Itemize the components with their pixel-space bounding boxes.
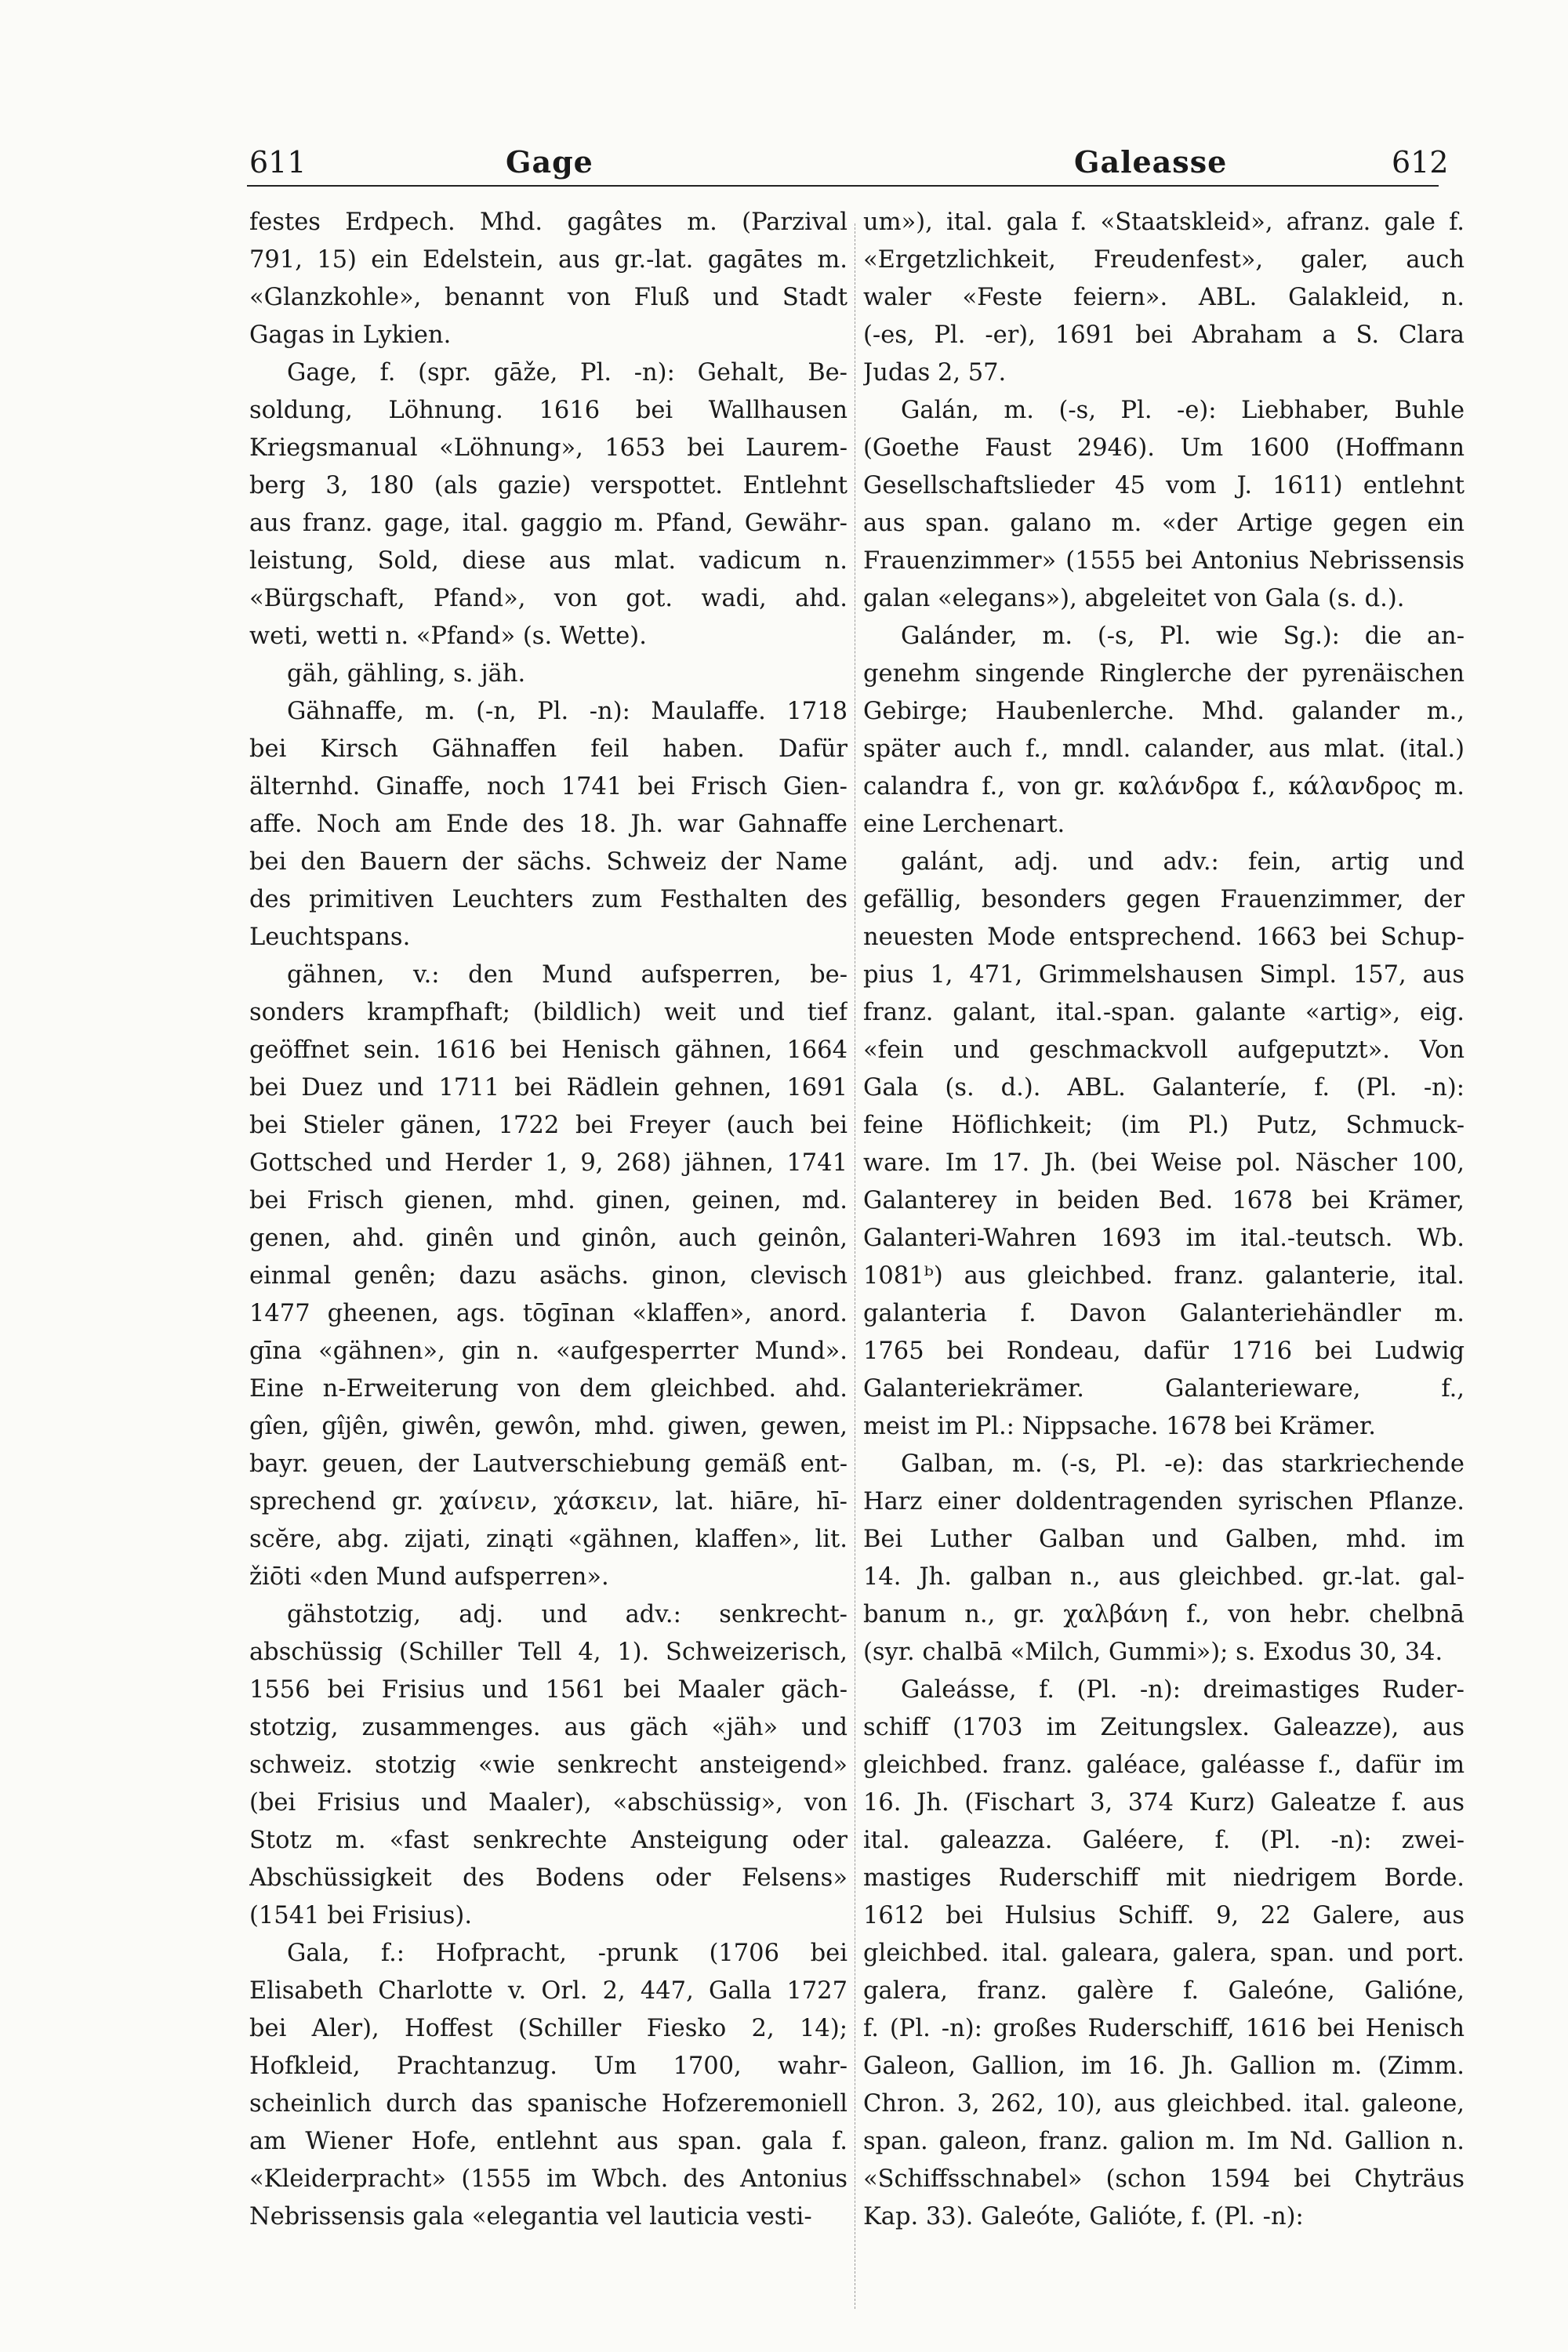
text-line: bei Aler), Hoffest (Schiller Fiesko 2, 14); bbox=[249, 2015, 848, 2042]
text-line: sonders krampfhaft; (bildlich) weit und tief bbox=[249, 999, 848, 1026]
text-line: span. galeon, franz. galion m. Im Nd. Gallion n. bbox=[863, 2128, 1465, 2155]
text-line: um»), ital. gala f. «Staatskleid», afranz. gale f. bbox=[863, 209, 1465, 236]
text-line: ware. Im 17. Jh. (bei Weise pol. Näscher 100, bbox=[863, 1149, 1465, 1177]
text-line: neuesten Mode entsprechend. 1663 bei Schup- bbox=[863, 924, 1465, 951]
text-line: feine Höflichkeit; (im Pl.) Putz, Schmuck- bbox=[863, 1112, 1465, 1139]
page-number-right: 612 bbox=[1392, 145, 1449, 180]
running-header bbox=[0, 0, 1568, 188]
text-line: Eine n-Erweiterung von dem gleichbed. ahd. bbox=[249, 1375, 848, 1403]
text-line: soldung, Löhnung. 1616 bei Wallhausen bbox=[249, 397, 848, 424]
text-line: Gala, f.: Hofpracht, -prunk (1706 bei bbox=[287, 1940, 848, 1967]
text-line: Judas 2, 57. bbox=[863, 359, 1007, 387]
text-line: 1556 bei Frisius und 1561 bei Maaler gäch- bbox=[249, 1676, 848, 1704]
text-line: mastiges Ruderschiff mit niedrigem Borde. bbox=[863, 1864, 1465, 1892]
text-line: gäh, gähling, s. jäh. bbox=[287, 660, 526, 688]
text-line: 14. Jh. galban n., aus gleichbed. gr.-lat. gal- bbox=[863, 1563, 1465, 1591]
text-line: «Bürgschaft, Pfand», von got. wadi, ahd. bbox=[249, 585, 848, 612]
text-line: Chron. 3, 262, 10), aus gleichbed. ital. galeone, bbox=[863, 2090, 1465, 2118]
text-line: galánt, adj. und adv.: fein, artig und bbox=[901, 848, 1465, 876]
text-line: calandra f., von gr. καλάνδρα f., κάλανδρος m. bbox=[863, 773, 1465, 800]
text-line: Frauenzimmer» (1555 bei Antonius Nebrissensis bbox=[863, 547, 1465, 575]
guide-word-right: Galeasse bbox=[1074, 144, 1228, 180]
page-number-left: 611 bbox=[249, 145, 307, 180]
text-line: «Glanzkohle», benannt von Fluß und Stadt bbox=[249, 284, 848, 311]
text-line: gähstotzig, adj. und adv.: senkrecht- bbox=[287, 1601, 848, 1628]
dictionary-entry bbox=[863, 1671, 1465, 2236]
text-line: Elisabeth Charlotte v. Orl. 2, 447, Galla 1727 bbox=[249, 1977, 848, 2005]
text-line: «Kleiderpracht» (1555 im Wbch. des Antonius bbox=[249, 2165, 848, 2193]
text-line: aus span. galano m. «der Artige gegen ein bbox=[863, 510, 1465, 537]
text-line: žiōti «den Mund aufsperren». bbox=[249, 1563, 609, 1591]
text-line: Gesellschaftslieder 45 vom J. 1611) entlehnt bbox=[863, 472, 1465, 499]
text-line: Abschüssigkeit des Bodens oder Felsens» bbox=[249, 1864, 848, 1892]
text-line: Gagas in Lykien. bbox=[249, 321, 452, 349]
text-line: Galeásse, f. (Pl. -n): dreimastiges Ruder- bbox=[901, 1676, 1465, 1704]
text-line: am Wiener Hofe, entlehnt aus span. gala f. bbox=[249, 2128, 848, 2155]
text-line: Gebirge; Haubenlerche. Mhd. galander m., bbox=[863, 698, 1465, 725]
dictionary-entry bbox=[249, 1596, 848, 1935]
text-line: älternhd. Ginaffe, noch 1741 bei Frisch Gien- bbox=[249, 773, 848, 800]
text-line: Harz einer doldentragenden syrischen Pflanze. bbox=[863, 1488, 1465, 1515]
text-line: Hofkleid, Prachtanzug. Um 1700, wahr- bbox=[249, 2053, 848, 2080]
text-line: gleichbed. franz. galéace, galéasse f., dafür im bbox=[863, 1751, 1465, 1779]
text-line: Galeon, Gallion, im 16. Jh. Gallion m. (Zimm. bbox=[863, 2053, 1465, 2080]
text-line: Galanteriekrämer. Galanterieware, f., bbox=[863, 1375, 1465, 1403]
text-line: (1541 bei Frisius). bbox=[249, 1902, 473, 1929]
text-line: Stotz m. «fast senkrechte Ansteigung oder bbox=[249, 1827, 848, 1854]
text-line: stotzig, zusammenges. aus gäch «jäh» und bbox=[249, 1714, 848, 1741]
text-line: schiff (1703 im Zeitungslex. Galeazze), aus bbox=[863, 1714, 1465, 1741]
text-line: sprechend gr. χαίνειν, χάσκειν, lat. hiāre, hī- bbox=[249, 1488, 848, 1515]
text-line: Gottsched und Herder 1, 9, 268) jähnen, 1741 bbox=[249, 1149, 848, 1177]
text-line: galera, franz. galère f. Galeóne, Galióne, bbox=[863, 1977, 1465, 2005]
dictionary-entry bbox=[249, 1935, 848, 2236]
header-rule bbox=[247, 185, 1439, 187]
text-line: (bei Frisius und Maaler), «abschüssig», von bbox=[249, 1789, 848, 1817]
text-line: berg 3, 180 (als gazie) verspottet. Entlehnt bbox=[249, 472, 848, 499]
text-line: f. (Pl. -n): großes Ruderschiff, 1616 bei Henisch bbox=[863, 2015, 1465, 2042]
text-line: (Goethe Faust 2946). Um 1600 (Hoffmann bbox=[863, 434, 1465, 462]
dictionary-entry bbox=[249, 956, 848, 1596]
text-line: bei Kirsch Gähnaffen feil haben. Dafür bbox=[249, 735, 848, 763]
right-column bbox=[863, 204, 1465, 2321]
dictionary-entry bbox=[249, 655, 848, 693]
text-line: 16. Jh. (Fischart 3, 374 Kurz) Galeatze f. aus bbox=[863, 1789, 1465, 1817]
text-line: Gähnaffe, m. (-n, Pl. -n): Maulaffe. 1718 bbox=[287, 698, 848, 725]
text-line: gähnen, v.: den Mund aufsperren, be- bbox=[287, 961, 848, 989]
dictionary-entry bbox=[863, 844, 1465, 1446]
text-line: Nebrissensis gala «elegantia vel lauticia vesti- bbox=[249, 2203, 812, 2230]
text-line: gīna «gähnen», gin n. «aufgesperrter Mund». bbox=[249, 1338, 848, 1365]
text-line: genehm singende Ringlerche der pyrenäischen bbox=[863, 660, 1465, 688]
text-line: galan «elegans»), abgeleitet von Gala (s. d.). bbox=[863, 585, 1405, 612]
text-line: 791, 15) ein Edelstein, aus gr.-lat. gagātes m. bbox=[249, 246, 848, 274]
dictionary-entry bbox=[863, 392, 1465, 618]
text-line: Galánder, m. (-s, Pl. wie Sg.): die an- bbox=[901, 622, 1465, 650]
dictionary-entry bbox=[249, 693, 848, 956]
text-line: später auch f., mndl. calander, aus mlat. (ital.) bbox=[863, 735, 1465, 763]
text-line: 1765 bei Rondeau, dafür 1716 bei Ludwig bbox=[863, 1338, 1465, 1365]
text-line: bei Frisch gienen, mhd. ginen, geinen, md. bbox=[249, 1187, 848, 1214]
text-line: galanteria f. Davon Galanteriehändler m. bbox=[863, 1300, 1465, 1327]
text-line: «Ergetzlichkeit, Freudenfest», galer, auch bbox=[863, 246, 1465, 274]
text-line: aus franz. gage, ital. gaggio m. Pfand, Gewähr- bbox=[249, 510, 848, 537]
dictionary-entry bbox=[863, 204, 1465, 392]
text-line: Leuchtspans. bbox=[249, 924, 411, 951]
text-line: weti, wetti n. «Pfand» (s. Wette). bbox=[249, 622, 647, 650]
dictionary-entry bbox=[863, 1446, 1465, 1671]
text-line: (-es, Pl. -er), 1691 bei Abraham a S. Clara bbox=[863, 321, 1465, 349]
text-line: franz. galant, ital.-span. galante «artig», eig. bbox=[863, 999, 1465, 1026]
text-line: Bei Luther Galban und Galben, mhd. im bbox=[863, 1526, 1465, 1553]
text-line: festes Erdpech. Mhd. gagâtes m. (Parzival bbox=[249, 209, 848, 236]
text-line: Galanteri-Wahren 1693 im ital.-teutsch. Wb. bbox=[863, 1225, 1465, 1252]
text-line: scheinlich durch das spanische Hofzeremoniell bbox=[249, 2090, 848, 2118]
text-line: genen, ahd. ginên und ginôn, auch geinôn, bbox=[249, 1225, 848, 1252]
text-line: 1081ᵇ) aus gleichbed. franz. galanterie, ital. bbox=[863, 1262, 1465, 1290]
text-line: gleichbed. ital. galeara, galera, span. und port. bbox=[863, 1940, 1465, 1967]
text-line: ital. galeazza. Galéere, f. (Pl. -n): zwei- bbox=[863, 1827, 1465, 1854]
text-line: 1477 gheenen, ags. tōgīnan «klaffen», anord. bbox=[249, 1300, 848, 1327]
left-column bbox=[249, 204, 848, 2321]
text-line: gîen, gîjên, giwên, gewôn, mhd. giwen, gewen, bbox=[249, 1413, 848, 1440]
text-line: «fein und geschmackvoll aufgeputzt». Von bbox=[863, 1036, 1465, 1064]
text-line: Galban, m. (-s, Pl. -e): das starkriechende bbox=[901, 1450, 1465, 1478]
text-line: pius 1, 471, Grimmelshausen Simpl. 157, aus bbox=[863, 961, 1465, 989]
text-line: Gala (s. d.). ABL. Galanteríe, f. (Pl. -n): bbox=[863, 1074, 1465, 1102]
text-line: bayr. geuen, der Lautverschiebung gemäß ent- bbox=[249, 1450, 848, 1478]
text-line: Galán, m. (-s, Pl. -e): Liebhaber, Buhle bbox=[901, 397, 1465, 424]
text-line: (syr. chalbā «Milch, Gummi»); s. Exodus 30, 34. bbox=[863, 1639, 1443, 1666]
text-line: waler «Feste feiern». ABL. Galakleid, n. bbox=[863, 284, 1465, 311]
dictionary-entry bbox=[249, 354, 848, 655]
text-line: gefällig, besonders gegen Frauenzimmer, der bbox=[863, 886, 1465, 913]
text-line: Kriegsmanual «Löhnung», 1653 bei Laurem- bbox=[249, 434, 848, 462]
text-line: Gage, f. (spr. gāže, Pl. -n): Gehalt, Be- bbox=[287, 359, 848, 387]
text-line: 1612 bei Hulsius Schiff. 9, 22 Galere, aus bbox=[863, 1902, 1465, 1929]
dictionary-entry bbox=[249, 204, 848, 354]
text-line: einmal genên; dazu asächs. ginon, clevisch bbox=[249, 1262, 848, 1290]
text-line: des primitiven Leuchters zum Festhalten des bbox=[249, 886, 848, 913]
text-line: bei Duez und 1711 bei Rädlein gehnen, 1691 bbox=[249, 1074, 848, 1102]
text-line: «Schiffsschnabel» (schon 1594 bei Chyträus bbox=[863, 2165, 1465, 2193]
text-line: meist im Pl.: Nippsache. 1678 bei Krämer. bbox=[863, 1413, 1376, 1440]
text-line: Kap. 33). Galeóte, Galióte, f. (Pl. -n): bbox=[863, 2203, 1304, 2230]
text-line: geöffnet sein. 1616 bei Henisch gähnen, 1664 bbox=[249, 1036, 848, 1064]
text-line: abschüssig (Schiller Tell 4, 1). Schweizerisch, bbox=[249, 1639, 848, 1666]
text-line: Galanterey in beiden Bed. 1678 bei Krämer, bbox=[863, 1187, 1465, 1214]
text-line: affe. Noch am Ende des 18. Jh. war Gahnaffe bbox=[249, 811, 848, 838]
text-line: banum n., gr. χαλβάνη f., von hebr. chelbnā bbox=[863, 1601, 1465, 1628]
text-line: eine Lerchenart. bbox=[863, 811, 1065, 838]
text-line: bei den Bauern der sächs. Schweiz der Name bbox=[249, 848, 848, 876]
text-line: leistung, Sold, diese aus mlat. vadicum n. bbox=[249, 547, 848, 575]
guide-word-left: Gage bbox=[506, 144, 593, 180]
text-line: scĕre, abg. zijati, zinąti «gähnen, klaffen», lit. bbox=[249, 1526, 848, 1553]
text-line: bei Stieler gänen, 1722 bei Freyer (auch bei bbox=[249, 1112, 848, 1139]
text-line: schweiz. stotzig «wie senkrecht ansteigend» bbox=[249, 1751, 848, 1779]
dictionary-entry bbox=[863, 618, 1465, 844]
